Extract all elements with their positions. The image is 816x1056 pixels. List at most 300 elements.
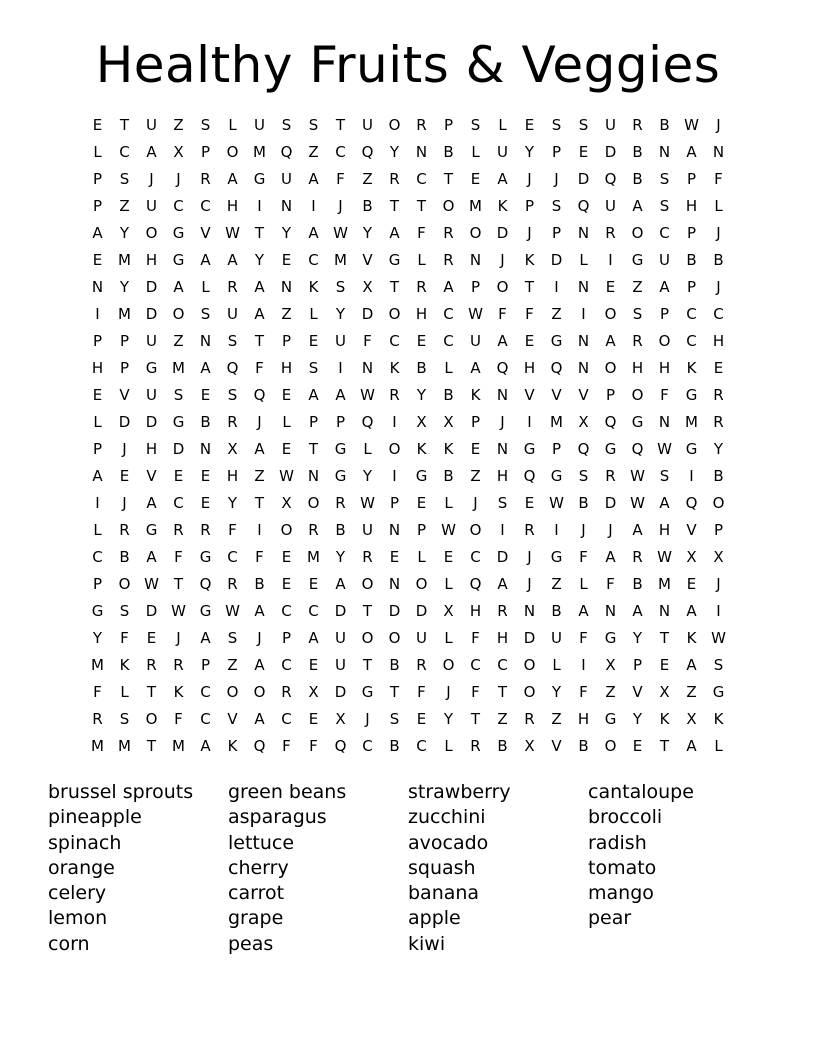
grid-letter[interactable]: D bbox=[334, 683, 347, 701]
grid-letter[interactable]: Z bbox=[605, 683, 616, 701]
grid-letter[interactable]: B bbox=[713, 467, 724, 485]
grid-letter[interactable]: E bbox=[308, 656, 319, 674]
grid-letter[interactable]: J bbox=[527, 575, 532, 593]
grid-letter[interactable]: S bbox=[200, 116, 211, 134]
grid-letter[interactable]: T bbox=[389, 683, 400, 701]
grid-letter[interactable]: D bbox=[334, 602, 347, 620]
grid-letter[interactable]: L bbox=[93, 143, 102, 161]
grid-letter[interactable]: O bbox=[523, 683, 536, 701]
grid-letter[interactable]: O bbox=[172, 305, 185, 323]
grid-letter[interactable]: J bbox=[365, 710, 370, 728]
grid-letter[interactable]: H bbox=[226, 197, 239, 215]
grid-letter[interactable]: E bbox=[524, 332, 535, 350]
grid-letter[interactable]: A bbox=[200, 359, 211, 377]
grid-letter[interactable]: C bbox=[389, 332, 400, 350]
grid-letter[interactable]: S bbox=[578, 116, 589, 134]
grid-letter[interactable]: R bbox=[92, 710, 103, 728]
grid-letter[interactable]: T bbox=[443, 170, 454, 188]
grid-letter[interactable]: K bbox=[443, 440, 454, 458]
grid-letter[interactable]: Q bbox=[199, 575, 212, 593]
grid-letter[interactable]: J bbox=[716, 278, 721, 296]
grid-letter[interactable]: A bbox=[605, 548, 616, 566]
grid-letter[interactable]: E bbox=[605, 278, 616, 296]
grid-letter[interactable]: N bbox=[577, 278, 590, 296]
grid-letter[interactable]: S bbox=[389, 710, 400, 728]
grid-letter[interactable]: K bbox=[686, 359, 697, 377]
grid-letter[interactable]: E bbox=[200, 467, 211, 485]
grid-letter[interactable]: C bbox=[416, 737, 427, 755]
grid-letter[interactable]: D bbox=[496, 224, 509, 242]
grid-letter[interactable]: G bbox=[91, 602, 104, 620]
grid-letter[interactable]: Z bbox=[686, 683, 697, 701]
grid-letter[interactable]: A bbox=[686, 602, 697, 620]
grid-letter[interactable]: K bbox=[173, 683, 184, 701]
grid-letter[interactable]: G bbox=[604, 440, 617, 458]
grid-letter[interactable]: O bbox=[388, 305, 401, 323]
grid-letter[interactable]: R bbox=[713, 413, 724, 431]
grid-letter[interactable]: S bbox=[497, 494, 508, 512]
grid-letter[interactable]: S bbox=[713, 656, 724, 674]
grid-letter[interactable]: L bbox=[309, 305, 318, 323]
grid-letter[interactable]: G bbox=[550, 332, 563, 350]
grid-letter[interactable]: N bbox=[496, 440, 509, 458]
grid-letter[interactable]: W bbox=[657, 440, 672, 458]
grid-letter[interactable]: L bbox=[363, 440, 372, 458]
grid-letter[interactable]: N bbox=[415, 143, 428, 161]
grid-letter[interactable]: X bbox=[659, 683, 670, 701]
grid-letter[interactable]: X bbox=[713, 548, 724, 566]
grid-letter[interactable]: L bbox=[444, 737, 453, 755]
grid-letter[interactable]: T bbox=[524, 278, 535, 296]
grid-letter[interactable]: A bbox=[389, 224, 400, 242]
grid-letter[interactable]: K bbox=[686, 629, 697, 647]
grid-letter[interactable]: U bbox=[605, 197, 616, 215]
grid-letter[interactable]: L bbox=[714, 197, 723, 215]
grid-letter[interactable]: E bbox=[281, 575, 292, 593]
grid-letter[interactable]: C bbox=[659, 224, 670, 242]
grid-letter[interactable]: N bbox=[577, 332, 590, 350]
grid-letter[interactable]: H bbox=[496, 629, 509, 647]
grid-letter[interactable]: U bbox=[146, 116, 157, 134]
grid-letter[interactable]: I bbox=[554, 521, 559, 539]
grid-letter[interactable]: O bbox=[388, 116, 401, 134]
grid-letter[interactable]: Q bbox=[604, 170, 617, 188]
grid-letter[interactable]: V bbox=[227, 710, 238, 728]
grid-letter[interactable]: U bbox=[146, 386, 157, 404]
grid-letter[interactable]: Z bbox=[470, 467, 481, 485]
grid-letter[interactable]: A bbox=[632, 197, 643, 215]
grid-letter[interactable]: A bbox=[308, 629, 319, 647]
grid-letter[interactable]: H bbox=[415, 305, 428, 323]
grid-letter[interactable]: K bbox=[713, 710, 724, 728]
grid-letter[interactable]: W bbox=[333, 224, 348, 242]
grid-letter[interactable]: S bbox=[227, 332, 238, 350]
grid-letter[interactable]: E bbox=[389, 548, 400, 566]
grid-letter[interactable]: K bbox=[497, 197, 508, 215]
grid-letter[interactable]: D bbox=[550, 251, 563, 269]
grid-letter[interactable]: L bbox=[93, 413, 102, 431]
grid-letter[interactable]: S bbox=[227, 386, 238, 404]
grid-letter[interactable]: K bbox=[470, 386, 481, 404]
grid-letter[interactable]: J bbox=[257, 629, 262, 647]
grid-letter[interactable]: D bbox=[172, 440, 185, 458]
grid-letter[interactable]: R bbox=[443, 251, 454, 269]
grid-letter[interactable]: B bbox=[713, 251, 724, 269]
grid-letter[interactable]: K bbox=[416, 440, 427, 458]
grid-letter[interactable]: U bbox=[362, 521, 373, 539]
grid-letter[interactable]: E bbox=[524, 494, 535, 512]
grid-letter[interactable]: P bbox=[92, 197, 103, 215]
grid-letter[interactable]: E bbox=[200, 494, 211, 512]
grid-letter[interactable]: V bbox=[578, 386, 589, 404]
grid-letter[interactable]: R bbox=[416, 116, 427, 134]
grid-letter[interactable]: P bbox=[119, 332, 130, 350]
grid-letter[interactable]: N bbox=[388, 521, 401, 539]
grid-letter[interactable]: C bbox=[281, 710, 292, 728]
grid-letter[interactable]: F bbox=[363, 332, 372, 350]
grid-letter[interactable]: H bbox=[631, 359, 644, 377]
grid-letter[interactable]: S bbox=[173, 386, 184, 404]
grid-letter[interactable]: U bbox=[362, 116, 373, 134]
grid-letter[interactable]: J bbox=[716, 224, 721, 242]
grid-letter[interactable]: C bbox=[92, 548, 103, 566]
grid-letter[interactable]: B bbox=[389, 737, 400, 755]
grid-letter[interactable]: W bbox=[144, 575, 159, 593]
grid-letter[interactable]: R bbox=[362, 548, 373, 566]
grid-letter[interactable]: D bbox=[118, 413, 131, 431]
grid-letter[interactable]: O bbox=[496, 278, 509, 296]
grid-letter[interactable]: U bbox=[227, 305, 238, 323]
grid-letter[interactable]: P bbox=[686, 224, 697, 242]
grid-letter[interactable]: Y bbox=[416, 386, 427, 404]
grid-letter[interactable]: M bbox=[307, 548, 320, 566]
grid-letter[interactable]: S bbox=[281, 116, 292, 134]
grid-letter[interactable]: B bbox=[335, 521, 346, 539]
grid-letter[interactable]: E bbox=[470, 170, 481, 188]
grid-letter[interactable]: B bbox=[416, 359, 427, 377]
grid-letter[interactable]: W bbox=[279, 467, 294, 485]
grid-letter[interactable]: B bbox=[254, 575, 265, 593]
grid-letter[interactable]: E bbox=[146, 629, 157, 647]
grid-letter[interactable]: O bbox=[226, 143, 239, 161]
grid-letter[interactable]: E bbox=[308, 710, 319, 728]
grid-letter[interactable]: I bbox=[500, 521, 505, 539]
grid-letter[interactable]: B bbox=[551, 602, 562, 620]
grid-letter[interactable]: E bbox=[443, 548, 454, 566]
grid-letter[interactable]: W bbox=[657, 548, 672, 566]
grid-letter[interactable]: L bbox=[228, 116, 237, 134]
grid-letter[interactable]: S bbox=[227, 629, 238, 647]
grid-letter[interactable]: S bbox=[200, 305, 211, 323]
grid-letter[interactable]: A bbox=[227, 170, 238, 188]
grid-letter[interactable]: F bbox=[417, 683, 426, 701]
grid-letter[interactable]: L bbox=[579, 575, 588, 593]
grid-letter[interactable]: G bbox=[199, 602, 212, 620]
grid-letter[interactable]: T bbox=[659, 737, 670, 755]
grid-letter[interactable]: H bbox=[469, 602, 482, 620]
grid-letter[interactable]: O bbox=[604, 737, 617, 755]
grid-letter[interactable]: X bbox=[362, 278, 373, 296]
grid-letter[interactable]: G bbox=[631, 251, 644, 269]
grid-letter[interactable]: H bbox=[145, 440, 158, 458]
grid-letter[interactable]: J bbox=[527, 224, 532, 242]
grid-letter[interactable]: F bbox=[498, 305, 507, 323]
grid-letter[interactable]: A bbox=[146, 548, 157, 566]
grid-letter[interactable]: P bbox=[551, 440, 562, 458]
grid-letter[interactable]: T bbox=[659, 629, 670, 647]
grid-letter[interactable]: P bbox=[686, 278, 697, 296]
grid-letter[interactable]: U bbox=[497, 143, 508, 161]
grid-letter[interactable]: A bbox=[605, 332, 616, 350]
grid-letter[interactable]: V bbox=[200, 224, 211, 242]
grid-letter[interactable]: Q bbox=[469, 575, 482, 593]
grid-letter[interactable]: Q bbox=[361, 143, 374, 161]
grid-letter[interactable]: W bbox=[360, 386, 375, 404]
grid-letter[interactable]: F bbox=[660, 386, 669, 404]
grid-letter[interactable]: G bbox=[604, 710, 617, 728]
grid-letter[interactable]: R bbox=[227, 413, 238, 431]
grid-letter[interactable]: E bbox=[92, 116, 103, 134]
grid-letter[interactable]: F bbox=[525, 305, 534, 323]
grid-letter[interactable]: H bbox=[685, 197, 698, 215]
grid-letter[interactable]: N bbox=[658, 143, 671, 161]
grid-letter[interactable]: R bbox=[443, 224, 454, 242]
grid-letter[interactable]: B bbox=[443, 386, 454, 404]
grid-letter[interactable]: E bbox=[659, 656, 670, 674]
grid-letter[interactable]: E bbox=[281, 548, 292, 566]
grid-letter[interactable]: D bbox=[145, 278, 158, 296]
grid-letter[interactable]: T bbox=[416, 197, 427, 215]
grid-letter[interactable]: C bbox=[308, 251, 319, 269]
grid-letter[interactable]: Z bbox=[308, 143, 319, 161]
grid-letter[interactable]: P bbox=[443, 116, 454, 134]
grid-letter[interactable]: M bbox=[550, 413, 563, 431]
grid-letter[interactable]: A bbox=[146, 143, 157, 161]
grid-letter[interactable]: K bbox=[659, 710, 670, 728]
grid-letter[interactable]: W bbox=[630, 494, 645, 512]
grid-letter[interactable]: P bbox=[524, 197, 535, 215]
grid-letter[interactable]: K bbox=[524, 251, 535, 269]
grid-letter[interactable]: L bbox=[579, 251, 588, 269]
grid-letter[interactable]: B bbox=[119, 548, 130, 566]
grid-letter[interactable]: F bbox=[336, 170, 345, 188]
grid-letter[interactable]: C bbox=[335, 143, 346, 161]
grid-letter[interactable]: X bbox=[524, 737, 535, 755]
grid-letter[interactable]: D bbox=[145, 413, 158, 431]
grid-letter[interactable]: B bbox=[200, 413, 211, 431]
grid-letter[interactable]: K bbox=[227, 737, 238, 755]
grid-letter[interactable]: A bbox=[659, 494, 670, 512]
grid-letter[interactable]: R bbox=[713, 386, 724, 404]
grid-letter[interactable]: Y bbox=[713, 440, 724, 458]
grid-letter[interactable]: Q bbox=[604, 413, 617, 431]
grid-letter[interactable]: J bbox=[473, 494, 478, 512]
grid-letter[interactable]: L bbox=[444, 359, 453, 377]
grid-letter[interactable]: R bbox=[146, 656, 157, 674]
grid-letter[interactable]: C bbox=[227, 548, 238, 566]
grid-letter[interactable]: O bbox=[118, 575, 131, 593]
grid-letter[interactable]: Q bbox=[577, 440, 590, 458]
grid-letter[interactable]: C bbox=[686, 332, 697, 350]
grid-letter[interactable]: L bbox=[120, 683, 129, 701]
grid-letter[interactable]: J bbox=[608, 521, 613, 539]
grid-letter[interactable]: A bbox=[470, 359, 481, 377]
grid-letter[interactable]: D bbox=[577, 170, 590, 188]
grid-letter[interactable]: O bbox=[469, 521, 482, 539]
grid-letter[interactable]: Z bbox=[551, 710, 562, 728]
grid-letter[interactable]: J bbox=[500, 251, 505, 269]
grid-letter[interactable]: M bbox=[118, 737, 131, 755]
grid-letter[interactable]: A bbox=[632, 602, 643, 620]
grid-letter[interactable]: R bbox=[497, 602, 508, 620]
grid-letter[interactable]: G bbox=[523, 440, 536, 458]
grid-letter[interactable]: L bbox=[417, 548, 426, 566]
grid-letter[interactable]: J bbox=[122, 494, 127, 512]
grid-letter[interactable]: L bbox=[552, 656, 561, 674]
grid-letter[interactable]: U bbox=[605, 116, 616, 134]
grid-letter[interactable]: P bbox=[632, 656, 643, 674]
grid-letter[interactable]: J bbox=[176, 629, 181, 647]
grid-letter[interactable]: J bbox=[122, 440, 127, 458]
grid-letter[interactable]: C bbox=[281, 656, 292, 674]
grid-letter[interactable]: A bbox=[497, 170, 508, 188]
grid-letter[interactable]: I bbox=[392, 413, 397, 431]
grid-letter[interactable]: S bbox=[119, 170, 130, 188]
grid-letter[interactable]: P bbox=[470, 278, 481, 296]
grid-letter[interactable]: R bbox=[470, 737, 481, 755]
grid-letter[interactable]: W bbox=[225, 224, 240, 242]
grid-letter[interactable]: T bbox=[254, 332, 265, 350]
grid-letter[interactable]: G bbox=[604, 629, 617, 647]
grid-letter[interactable]: N bbox=[577, 359, 590, 377]
grid-letter[interactable]: G bbox=[334, 467, 347, 485]
grid-letter[interactable]: C bbox=[200, 683, 211, 701]
grid-letter[interactable]: G bbox=[253, 170, 266, 188]
grid-letter[interactable]: B bbox=[659, 116, 670, 134]
grid-letter[interactable]: U bbox=[335, 629, 346, 647]
grid-letter[interactable]: J bbox=[527, 170, 532, 188]
grid-letter[interactable]: Z bbox=[254, 467, 265, 485]
grid-letter[interactable]: A bbox=[632, 521, 643, 539]
grid-letter[interactable]: M bbox=[253, 143, 266, 161]
grid-letter[interactable]: M bbox=[91, 737, 104, 755]
grid-letter[interactable]: T bbox=[173, 575, 184, 593]
grid-letter[interactable]: W bbox=[225, 602, 240, 620]
grid-letter[interactable]: X bbox=[443, 413, 454, 431]
grid-letter[interactable]: H bbox=[658, 521, 671, 539]
grid-letter[interactable]: A bbox=[308, 170, 319, 188]
grid-letter[interactable]: T bbox=[308, 440, 319, 458]
grid-letter[interactable]: X bbox=[605, 656, 616, 674]
grid-letter[interactable]: L bbox=[93, 521, 102, 539]
grid-letter[interactable]: Y bbox=[281, 224, 292, 242]
grid-letter[interactable]: L bbox=[201, 278, 210, 296]
grid-letter[interactable]: D bbox=[361, 305, 374, 323]
grid-letter[interactable]: V bbox=[524, 386, 535, 404]
grid-letter[interactable]: U bbox=[335, 656, 346, 674]
grid-letter[interactable]: Q bbox=[550, 359, 563, 377]
grid-letter[interactable]: Q bbox=[361, 413, 374, 431]
grid-letter[interactable]: W bbox=[630, 467, 645, 485]
grid-letter[interactable]: X bbox=[686, 710, 697, 728]
grid-letter[interactable]: A bbox=[254, 710, 265, 728]
grid-letter[interactable]: Y bbox=[254, 251, 265, 269]
grid-letter[interactable]: R bbox=[227, 575, 238, 593]
grid-letter[interactable]: O bbox=[631, 386, 644, 404]
grid-letter[interactable]: U bbox=[254, 116, 265, 134]
grid-letter[interactable]: L bbox=[444, 629, 453, 647]
grid-letter[interactable]: U bbox=[146, 332, 157, 350]
grid-letter[interactable]: Y bbox=[335, 305, 346, 323]
grid-letter[interactable]: Q bbox=[226, 359, 239, 377]
grid-letter[interactable]: E bbox=[92, 251, 103, 269]
grid-letter[interactable]: P bbox=[551, 143, 562, 161]
grid-letter[interactable]: V bbox=[632, 683, 643, 701]
grid-letter[interactable]: R bbox=[632, 116, 643, 134]
grid-letter[interactable]: P bbox=[659, 305, 670, 323]
grid-letter[interactable]: H bbox=[280, 359, 293, 377]
grid-letter[interactable]: T bbox=[470, 710, 481, 728]
grid-letter[interactable]: B bbox=[443, 143, 454, 161]
grid-letter[interactable]: A bbox=[308, 224, 319, 242]
grid-letter[interactable]: S bbox=[119, 710, 130, 728]
grid-letter[interactable]: F bbox=[255, 359, 264, 377]
grid-letter[interactable]: D bbox=[415, 602, 428, 620]
grid-letter[interactable]: O bbox=[469, 224, 482, 242]
grid-letter[interactable]: Z bbox=[227, 656, 238, 674]
grid-letter[interactable]: R bbox=[173, 656, 184, 674]
grid-letter[interactable]: R bbox=[632, 332, 643, 350]
grid-letter[interactable]: F bbox=[606, 575, 615, 593]
grid-letter[interactable]: A bbox=[659, 278, 670, 296]
grid-letter[interactable]: H bbox=[91, 359, 104, 377]
grid-letter[interactable]: J bbox=[257, 413, 262, 431]
grid-letter[interactable]: W bbox=[684, 116, 699, 134]
grid-letter[interactable]: B bbox=[362, 197, 373, 215]
grid-letter[interactable]: G bbox=[415, 467, 428, 485]
grid-letter[interactable]: R bbox=[227, 278, 238, 296]
grid-letter[interactable]: J bbox=[338, 197, 343, 215]
grid-letter[interactable]: C bbox=[119, 143, 130, 161]
grid-letter[interactable]: E bbox=[578, 143, 589, 161]
grid-letter[interactable]: S bbox=[551, 116, 562, 134]
grid-letter[interactable]: A bbox=[335, 575, 346, 593]
grid-letter[interactable]: P bbox=[308, 413, 319, 431]
grid-letter[interactable]: S bbox=[335, 278, 346, 296]
grid-letter[interactable]: E bbox=[92, 386, 103, 404]
grid-letter[interactable]: G bbox=[685, 386, 698, 404]
grid-letter[interactable]: Z bbox=[632, 278, 643, 296]
grid-letter[interactable]: A bbox=[686, 737, 697, 755]
grid-letter[interactable]: F bbox=[714, 170, 723, 188]
grid-letter[interactable]: C bbox=[308, 602, 319, 620]
grid-letter[interactable]: R bbox=[389, 386, 400, 404]
grid-letter[interactable]: G bbox=[712, 683, 725, 701]
grid-letter[interactable]: A bbox=[200, 629, 211, 647]
grid-letter[interactable]: T bbox=[362, 602, 373, 620]
grid-letter[interactable]: F bbox=[471, 629, 480, 647]
grid-letter[interactable]: P bbox=[551, 224, 562, 242]
grid-letter[interactable]: F bbox=[228, 521, 237, 539]
grid-letter[interactable]: F bbox=[174, 710, 183, 728]
grid-letter[interactable]: X bbox=[173, 143, 184, 161]
grid-letter[interactable]: A bbox=[254, 440, 265, 458]
grid-letter[interactable]: T bbox=[146, 737, 157, 755]
grid-letter[interactable]: F bbox=[417, 224, 426, 242]
grid-letter[interactable]: W bbox=[360, 494, 375, 512]
grid-letter[interactable]: B bbox=[578, 494, 589, 512]
grid-letter[interactable]: B bbox=[389, 656, 400, 674]
